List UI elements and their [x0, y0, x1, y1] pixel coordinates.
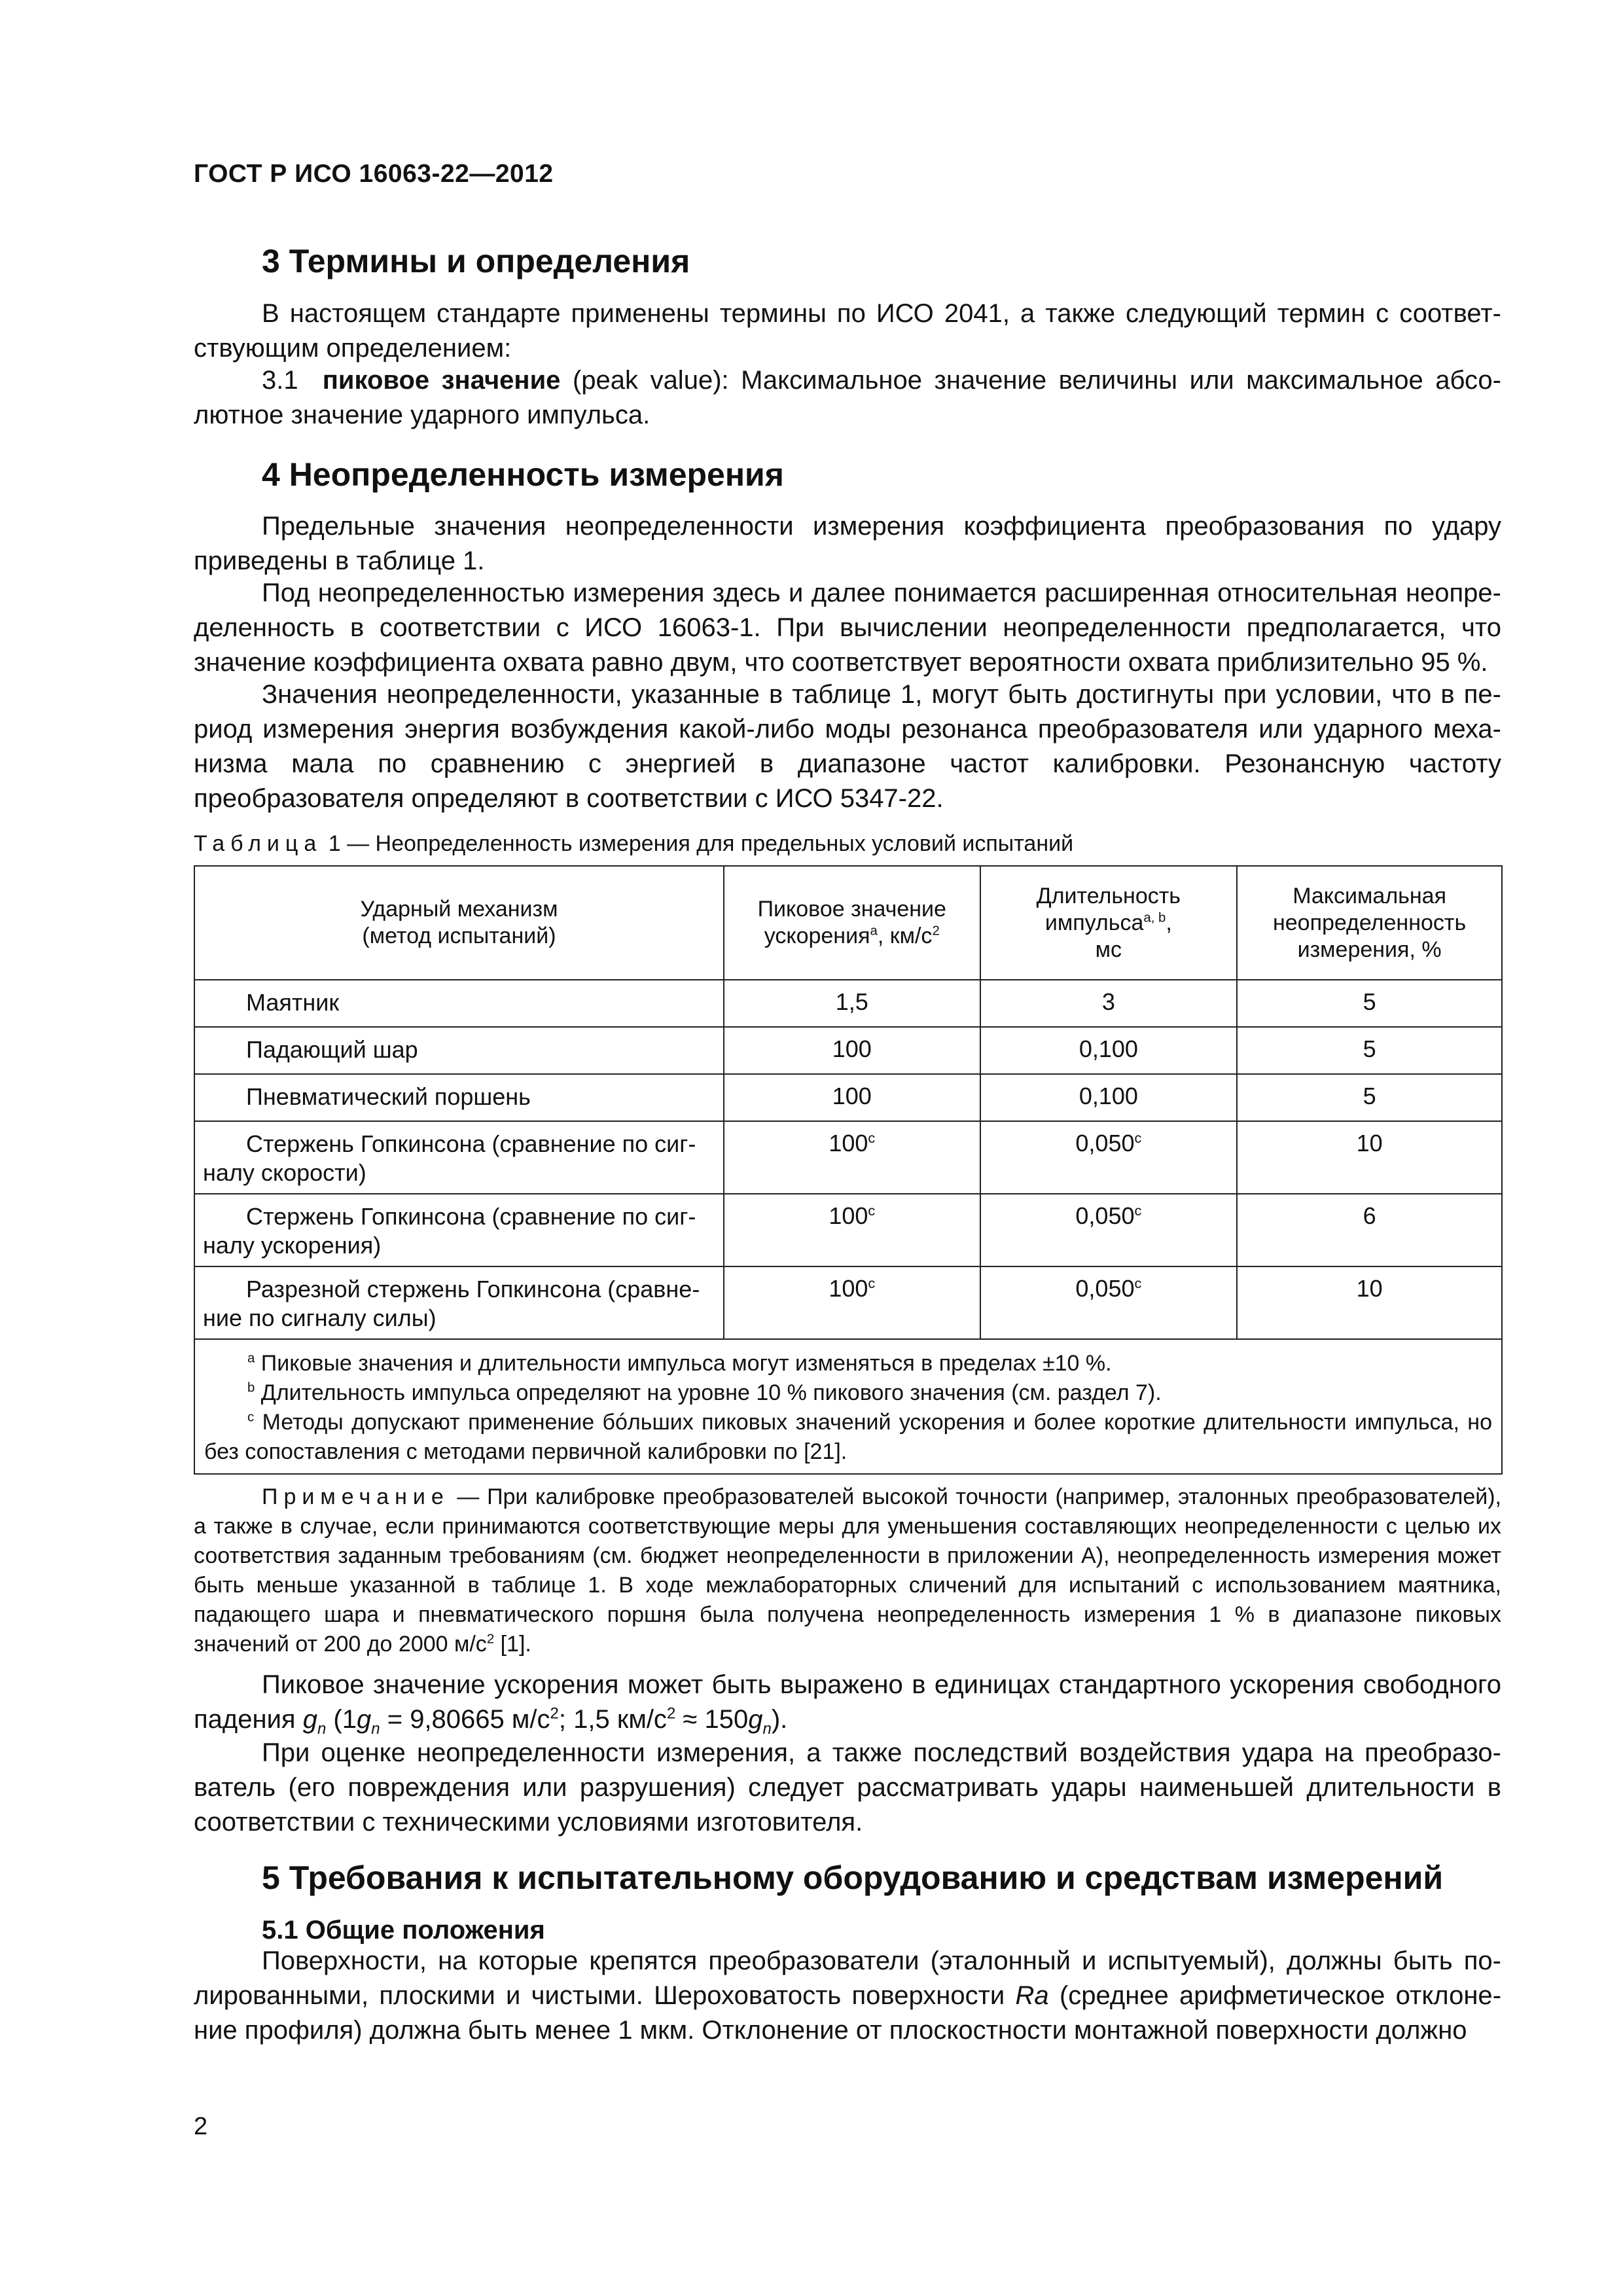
- footnote-mark: a: [247, 1351, 255, 1366]
- cell-duration-footnote: c: [1134, 1275, 1142, 1291]
- cell-peak-value: 100: [829, 1130, 868, 1157]
- header-peak-unit: , км/с: [877, 924, 933, 948]
- table-row: [194, 1194, 1502, 1266]
- table-row: [194, 980, 1502, 1027]
- footnote-mark: b: [247, 1380, 255, 1395]
- gn-text-6: ).: [771, 1705, 788, 1734]
- header-peak-acceleration: [724, 866, 980, 980]
- cell-peak: [724, 1194, 980, 1266]
- unit-exponent: 2: [932, 924, 940, 939]
- cell-peak-value: 100: [832, 1035, 872, 1062]
- section-4-title: 4 Неопределенность измерения: [262, 456, 784, 493]
- cell-peak-value: 100: [829, 1275, 868, 1302]
- header-duration-line1: Длительность: [1036, 883, 1181, 908]
- unit-exponent: 2: [550, 1704, 559, 1723]
- table-caption-label: Таблица: [194, 831, 323, 856]
- table-header-row: [194, 866, 1502, 980]
- cell-uncertainty: 6: [1237, 1194, 1502, 1266]
- header-pulse-duration: [980, 866, 1238, 980]
- cell-peak-footnote: c: [868, 1275, 876, 1291]
- cell-duration: [980, 1194, 1238, 1266]
- cell-peak-value: 100: [832, 1083, 872, 1109]
- cell-duration: [980, 1027, 1238, 1074]
- term-definition-text: (peak value): Максимальное значение величины или максимальное абсолютное значение ударного импульса.: [194, 366, 1501, 429]
- header-max-uncertainty: [1237, 866, 1502, 980]
- cell-duration-value: 0,100: [1079, 1035, 1138, 1062]
- section-4-paragraph-3: Значения неопределенности, указанные в таблице 1, могут быть достигнуты при условии, что в период измерения энергия возбуждения какой-либо моды резонанса преобразователя или ударного механизма мала по сравнению с энергией в диапазоне частот калибровки. Резонансную частоту преобразователя определяют в соответствии с ИСО 5347-22.: [194, 680, 1501, 813]
- footnote-c: [204, 1408, 1492, 1467]
- note-unit-exponent: 2: [486, 1632, 495, 1647]
- gn-text-4: ; 1,5 км/с: [558, 1705, 667, 1734]
- gn-symbol: g: [748, 1705, 763, 1734]
- gn-symbol: g: [302, 1705, 317, 1734]
- cell-peak-value: 100: [829, 1202, 868, 1229]
- subsection-5-1-title: 5.1 Общие положения: [262, 1916, 545, 1945]
- gn-text-2: (1: [326, 1705, 357, 1734]
- cell-uncertainty: 10: [1237, 1266, 1502, 1339]
- cell-duration-footnote: c: [1134, 1130, 1142, 1146]
- table-row: [194, 1027, 1502, 1074]
- table-caption-title: 1 — Неопределенность измерения для предельных условий испытаний: [322, 831, 1074, 856]
- header-mechanism-line1: Ударный механизм: [360, 897, 558, 922]
- cell-duration: [980, 980, 1238, 1027]
- gn-text-1: Пиковое значение ускорения может быть выражено в единицах стандартного ускорения свободного падения: [194, 1670, 1501, 1734]
- term-name: пиковое значение: [322, 366, 561, 395]
- header-peak-line2: ускорения: [764, 924, 870, 948]
- gn-subscript: n: [371, 1720, 380, 1738]
- cell-peak: [724, 1121, 980, 1194]
- table-row: [194, 1074, 1502, 1121]
- section-5-title: 5 Требования к испытательному оборудованию и средствам измерений: [262, 1859, 1444, 1896]
- section-4-paragraph-2: Под неопределенностью измерения здесь и далее понимается расширенная относительная неопределенность в соответствии с ИСО 16063-1. При вычислении неопределенности предполагается, что значение коэффициента охвата равно двум, что соответствует вероятности охвата приблизительно 95 %.: [194, 579, 1501, 677]
- header-duration-unit: мс: [1095, 937, 1122, 962]
- cell-peak-footnote: c: [868, 1202, 876, 1219]
- note-reference: [1].: [494, 1632, 531, 1657]
- section-5-1-text-b: (среднее арифметическое отклонение профиля) должна быть менее 1 мкм. Отклонение от плоскостности монтажной поверхности должно: [194, 1981, 1502, 2045]
- footnote-text: Пиковые значения и длительности импульса могут изменяться в пределах ±10 %.: [255, 1351, 1112, 1376]
- cell-peak: [724, 1027, 980, 1074]
- cell-uncertainty: 5: [1237, 980, 1502, 1027]
- standard-gravity-paragraph: [194, 1668, 1501, 1737]
- section-4-paragraph-1: Предельные значения неопределенности измерения коэффициента преобразования по удару приведены в таблице 1.: [194, 512, 1501, 575]
- footnote-b: [204, 1378, 1492, 1408]
- footnote-text: Методы допускают применение бóльших пиковых значений ускорения и более короткие длительности импульса, но без сопоставления с методами первичной калибровки по [21].: [204, 1410, 1492, 1464]
- cell-duration-value: 3: [1101, 988, 1115, 1015]
- table-footnotes: [194, 1339, 1502, 1474]
- cell-peak: [724, 1266, 980, 1339]
- section-3-title: 3 Термины и определения: [262, 243, 690, 279]
- header-duration-line2: импульса: [1044, 910, 1144, 935]
- cell-duration-value: 0,050: [1075, 1130, 1135, 1157]
- cell-duration: [980, 1074, 1238, 1121]
- gn-symbol: g: [357, 1705, 372, 1734]
- cell-mechanism: Пневматический поршень: [194, 1074, 724, 1121]
- header-uncertainty-line3: измерения, %: [1297, 937, 1442, 962]
- cell-mechanism: Разрезной стержень Гопкинсона (сравнение по сигналу силы): [194, 1266, 724, 1339]
- cell-duration: [980, 1121, 1238, 1194]
- section-5-1-paragraph: [194, 1944, 1501, 2048]
- header-duration-comma: ,: [1166, 910, 1172, 935]
- cell-peak-footnote: c: [868, 1130, 876, 1146]
- note-text: — При калибровке преобразователей высокой точности (например, эталонных преобразователей), а также в случае, если принимаются соответствующие меры для уменьшения составляющих неопределенности с целью их соответствия заданным требованиям (см. бюджет неопределенности в приложении А), неопределенность измерения может быть меньше указанной в таблице 1. В ходе межлабораторных сличений для испытаний с использованием маятника, падающего шара и пневматического поршня была получена неопределенность измерения 1 % в диапазоне пиковых значений от 200 до 2000 м/с: [194, 1484, 1501, 1657]
- cell-peak-value: 1,5: [835, 988, 868, 1015]
- shock-assessment-paragraph: При оценке неопределенности измерения, а также последствий воздействия удара на преобразователь (его повреждения или разрушения) следует рассматривать удары наименьшей длительности в соответствии с техническими условиями изготовителя.: [194, 1738, 1501, 1837]
- table-row: [194, 1121, 1502, 1194]
- table-footnotes-row: [194, 1339, 1502, 1474]
- cell-duration-value: 0,050: [1075, 1202, 1135, 1229]
- header-uncertainty-line1: Максимальная: [1293, 883, 1446, 908]
- footnote-ref-a: a: [870, 924, 878, 939]
- section-5-1-text-a: Поверхности, на которые крепятся преобразователи (эталонный и испытуемый), должны быть полированными, плоскими и чистыми. Шероховатость поверхности: [194, 1946, 1501, 2010]
- cell-mechanism: Стержень Гопкинсона (сравнение по сигналу ускорения): [194, 1194, 724, 1266]
- footnote-a: [204, 1349, 1492, 1378]
- gn-subscript: n: [317, 1720, 327, 1738]
- cell-peak: [724, 1074, 980, 1121]
- gn-text-5: ≈ 150: [675, 1705, 749, 1734]
- cell-uncertainty: 5: [1237, 1027, 1502, 1074]
- cell-uncertainty: 5: [1237, 1074, 1502, 1121]
- footnote-ref-ab: a, b: [1143, 910, 1166, 925]
- roughness-symbol: Ra: [1015, 1981, 1049, 2010]
- term-definition: [194, 363, 1501, 433]
- cell-peak: [724, 980, 980, 1027]
- table-1: [194, 865, 1503, 1475]
- gn-text-3: = 9,80665 м/с: [380, 1705, 550, 1734]
- table-1-caption: [194, 831, 1073, 857]
- header-peak-line1: Пиковое значение: [757, 897, 946, 922]
- header-uncertainty-line2: неопределенность: [1272, 910, 1467, 935]
- page-number: 2: [194, 2113, 208, 2140]
- cell-duration: [980, 1266, 1238, 1339]
- document-code-header: ГОСТ Р ИСО 16063-22—2012: [194, 160, 554, 188]
- footnote-text: Длительность импульса определяют на уровне 10 % пикового значения (см. раздел 7).: [255, 1380, 1162, 1405]
- header-mechanism-line2: (метод испытаний): [362, 924, 556, 948]
- cell-mechanism: Падающий шар: [194, 1027, 724, 1074]
- cell-duration-value: 0,100: [1079, 1083, 1138, 1109]
- header-mechanism: [194, 866, 724, 980]
- cell-mechanism: Стержень Гопкинсона (сравнение по сигналу скорости): [194, 1121, 724, 1194]
- unit-exponent: 2: [666, 1704, 676, 1723]
- cell-duration-value: 0,050: [1075, 1275, 1135, 1302]
- gn-subscript: n: [762, 1720, 772, 1738]
- cell-mechanism: Маятник: [194, 980, 724, 1027]
- term-number: 3.1: [262, 366, 298, 395]
- note-paragraph: [194, 1482, 1501, 1659]
- note-label: Примечание: [262, 1484, 450, 1509]
- section-3-intro: В настоящем стандарте применены термины по ИСО 2041, а также следующий термин с соответствующим определением:: [194, 299, 1501, 363]
- table-row: [194, 1266, 1502, 1339]
- cell-uncertainty: 10: [1237, 1121, 1502, 1194]
- footnote-mark: c: [247, 1410, 255, 1425]
- cell-duration-footnote: c: [1134, 1202, 1142, 1219]
